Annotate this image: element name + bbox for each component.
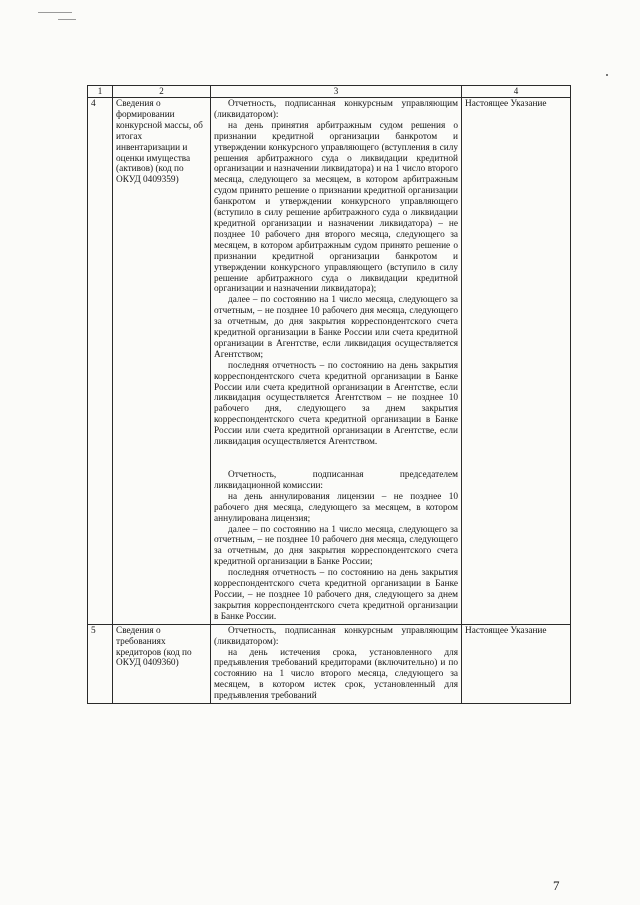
- scan-artifact: [38, 12, 72, 13]
- reporting-table: [87, 85, 571, 704]
- column-header: 4: [462, 86, 571, 98]
- table-row: [88, 98, 571, 625]
- scan-artifact: [606, 74, 608, 76]
- row-number: 4: [88, 98, 113, 625]
- scan-artifact: [58, 19, 76, 20]
- page-number: 7: [553, 878, 560, 893]
- terms-paragraph: Отчетность, подписанная конкурсным управляющим (ликвидатором):: [214, 625, 458, 647]
- terms-paragraph: последняя отчетность – по состоянию на день закрытия корреспондентского счета кредитной организации в Банке России или счета кредитной организации в Агентстве, если ликвидация осуществляется Агентством – не позднее 10 рабочего дня, следующего за днем закрытия корреспондентского счета кредитной организации в Банке России или счета кредитной организации в Агентстве, если ликвидация осуществляется Агентством.: [214, 360, 458, 448]
- terms-paragraph: последняя отчетность – по состоянию на день закрытия корреспондентского счета кредитной организации в Банке России, – не позднее 10 рабочего дня, следующего за днем закрытия корреспондентского счета кредитной организации в Банке России.: [214, 568, 458, 622]
- report-name: Сведения о требованиях кредиторов (код по ОКУД 0409360): [113, 624, 211, 703]
- regulation-source: Настоящее Указание: [462, 98, 571, 625]
- table-row: [88, 624, 571, 703]
- column-header: 2: [113, 86, 211, 98]
- column-header: 3: [211, 86, 462, 98]
- terms-paragraph: на день принятия арбитражным судом решения о признании кредитной организации банкротом и утверждении конкурсного управляющего (вступления в силу решения арбитражного суда о ликвидации кредитной организации и назначении ликвидатора) и на 1 число второго месяца, следующего за месяцем, в котором арбитражным судом принято решение о признании кредитной организации банкротом и утверждении конкурсного управляющего (вступило в силу решение арбитражного суда о ликвидации кредитной организации и назначении ликвидатора) – не позднее 10 рабочего дня второго месяца, следующего за месяцем, в котором арбитражным судом принято решение о признании кредитной организации банкротом и утверждении конкурсного управляющего (вступило в силу решение арбитражного суда о ликвидации кредитной организации и назначении ликвидатора);: [214, 120, 458, 295]
- regulation-source: Настоящее Указание: [462, 624, 571, 703]
- reporting-terms: [211, 98, 462, 625]
- row-number: 5: [88, 624, 113, 703]
- column-header: 1: [88, 86, 113, 98]
- table-header-row: [88, 86, 571, 98]
- terms-paragraph: на день аннулирования лицензии – не позднее 10 рабочего дня месяца, следующего за месяцем, в котором аннулирована лицензия;: [214, 491, 458, 524]
- terms-paragraph: на день истечения срока, установленного для предъявления требований кредиторами (включительно) и по состоянию на 1 число второго месяца, следующего за месяцем, в котором истек срок, установленный для предъявления требований: [214, 647, 458, 702]
- paragraph-gap: [214, 448, 458, 470]
- terms-paragraph: Отчетность, подписанная председателем ликвидационной комиссии:: [214, 470, 458, 491]
- report-name: Сведения о формировании конкурсной массы, об итогах инвентаризации и оценки имущества (активов) (код по ОКУД 0409359): [113, 98, 211, 625]
- reporting-terms: [211, 624, 462, 703]
- terms-paragraph: Отчетность, подписанная конкурсным управляющим (ликвидатором):: [214, 99, 458, 120]
- terms-paragraph: далее – по состоянию на 1 число месяца, следующего за отчетным, – не позднее 10 рабочего дня месяца, следующего за отчетным, до дня закрытия корреспондентского счета кредитной организации в Банке России или счета кредитной организации в Агентстве, если ликвидация осуществляется Агентством;: [214, 295, 458, 360]
- terms-paragraph: далее – по состоянию на 1 число месяца, следующего за отчетным, – не позднее 10 рабочего дня месяца, следующего за отчетным, до дня закрытия корреспондентского счета кредитной организации в Банке России;: [214, 524, 458, 568]
